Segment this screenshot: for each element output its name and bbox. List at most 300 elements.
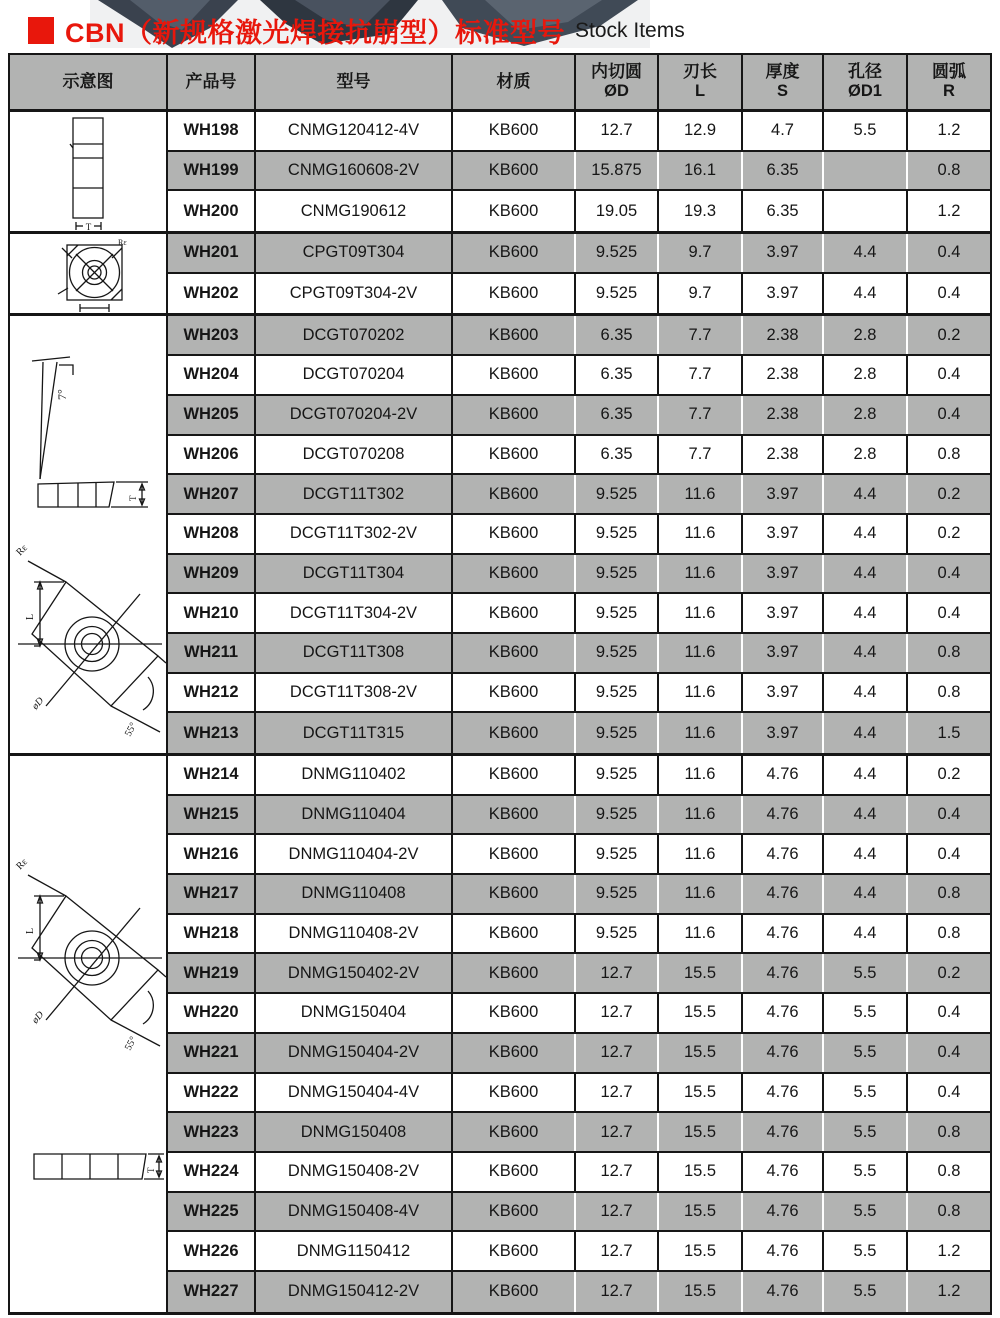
dim-label-re: Rε bbox=[118, 238, 127, 248]
cell-material: KB600 bbox=[453, 475, 576, 513]
cell-model: DNMG1150412 bbox=[256, 1232, 453, 1270]
cell-edge-length: 15.5 bbox=[659, 1153, 743, 1191]
cell-material: KB600 bbox=[453, 152, 576, 190]
cell-hole-diameter: 4.4 bbox=[824, 234, 908, 272]
cell-edge-length: 19.3 bbox=[659, 191, 743, 231]
cell-thickness: 4.76 bbox=[743, 1153, 824, 1191]
cell-thickness: 4.76 bbox=[743, 1074, 824, 1112]
cell-inscribed-circle: 12.7 bbox=[576, 1074, 659, 1112]
cell-material: KB600 bbox=[453, 112, 576, 150]
cell-product: WH208 bbox=[168, 515, 256, 553]
cell-edge-length: 11.6 bbox=[659, 713, 743, 753]
cell-corner-radius: 0.2 bbox=[908, 954, 990, 992]
cell-thickness: 3.97 bbox=[743, 274, 824, 314]
cell-material: KB600 bbox=[453, 1193, 576, 1231]
cell-edge-length: 11.6 bbox=[659, 835, 743, 873]
table-row bbox=[168, 713, 990, 753]
cell-inscribed-circle: 9.525 bbox=[576, 234, 659, 272]
cell-corner-radius: 0.8 bbox=[908, 152, 990, 190]
cell-corner-radius: 1.2 bbox=[937, 201, 961, 220]
table-row bbox=[168, 515, 990, 555]
cell-hole-diameter: 4.4 bbox=[824, 915, 908, 953]
cell-corner-radius: 1.2 bbox=[908, 1272, 990, 1312]
cell-material: KB600 bbox=[453, 191, 576, 231]
cell-inscribed-circle: 9.525 bbox=[576, 594, 659, 632]
cell-hole-diameter: 2.8 bbox=[824, 316, 908, 354]
cell-material: KB600 bbox=[453, 875, 576, 913]
cell-model: CNMG160608-2V bbox=[256, 152, 453, 190]
cell-thickness: 4.76 bbox=[743, 1272, 824, 1312]
cell-thickness: 2.38 bbox=[743, 396, 824, 434]
cell-edge-length: 11.6 bbox=[659, 555, 743, 593]
cell-product: WH220 bbox=[168, 994, 256, 1032]
cell-hole-diameter: 2.8 bbox=[824, 436, 908, 474]
table-row bbox=[168, 316, 990, 356]
cell-model: DNMG150402-2V bbox=[256, 954, 453, 992]
cell-corner-radius: 0.8 bbox=[908, 634, 990, 672]
insert-clearance-angle-diagram bbox=[10, 334, 168, 526]
table-row bbox=[168, 152, 990, 192]
cell-inscribed-circle: 9.525 bbox=[576, 796, 659, 834]
table-row bbox=[168, 1232, 990, 1272]
cell-corner-radius: 0.4 bbox=[937, 1003, 961, 1022]
cell-product: WH221 bbox=[168, 1034, 256, 1072]
table-row bbox=[168, 674, 990, 714]
table-row bbox=[168, 436, 990, 476]
table-header-row bbox=[10, 55, 990, 112]
dim-label-od: øD bbox=[29, 1009, 47, 1026]
cell-material: KB600 bbox=[453, 756, 576, 794]
table-row bbox=[168, 396, 990, 436]
cell-material: KB600 bbox=[453, 316, 576, 354]
cell-thickness: 2.38 bbox=[743, 436, 824, 474]
diagram-cell bbox=[10, 112, 168, 231]
table-row bbox=[168, 112, 990, 152]
cell-edge-length: 15.5 bbox=[659, 1034, 743, 1072]
cell-hole-diameter: 4.4 bbox=[824, 713, 908, 753]
insert-side-view-diagram bbox=[10, 112, 168, 234]
dim-label-55deg: 55° bbox=[122, 721, 140, 739]
insert-rhombus-55deg-diagram bbox=[10, 848, 168, 1060]
cell-inscribed-circle: 15.875 bbox=[576, 152, 659, 190]
cell-inscribed-circle: 12.7 bbox=[576, 1232, 659, 1270]
cell-edge-length: 11.6 bbox=[659, 796, 743, 834]
cell-model: DNMG110404 bbox=[256, 796, 453, 834]
cell-product: WH226 bbox=[168, 1232, 256, 1270]
cell-thickness: 4.7 bbox=[743, 112, 824, 150]
table-row bbox=[168, 1153, 990, 1193]
cell-model: DCGT11T315 bbox=[256, 713, 453, 753]
cell-edge-length: 11.6 bbox=[659, 515, 743, 553]
cell-material: KB600 bbox=[453, 1034, 576, 1072]
cell-inscribed-circle: 9.525 bbox=[576, 475, 659, 513]
cell-hole-diameter bbox=[824, 191, 908, 231]
cell-corner-radius: 0.4 bbox=[937, 844, 961, 863]
column-header-l: 刃长 L bbox=[659, 55, 743, 109]
cell-model: DCGT070204-2V bbox=[256, 396, 453, 434]
cell-edge-length: 11.6 bbox=[659, 634, 743, 672]
cell-material: KB600 bbox=[453, 274, 576, 314]
group-rows bbox=[168, 234, 990, 313]
insert-top-view-diagram bbox=[10, 234, 168, 314]
cell-edge-length: 12.9 bbox=[659, 112, 743, 150]
product-table bbox=[8, 53, 992, 1315]
cell-corner-radius: 0.2 bbox=[937, 765, 961, 784]
cell-edge-length: 9.7 bbox=[659, 274, 743, 314]
cell-product: WH222 bbox=[168, 1074, 256, 1112]
cell-thickness: 3.97 bbox=[743, 634, 824, 672]
cell-material: KB600 bbox=[453, 713, 576, 753]
cell-model: DNMG150404-4V bbox=[256, 1074, 453, 1112]
cell-model: CPGT09T304 bbox=[256, 234, 453, 272]
cell-thickness: 3.97 bbox=[743, 555, 824, 593]
cell-inscribed-circle: 9.525 bbox=[576, 835, 659, 873]
cell-thickness: 3.97 bbox=[743, 674, 824, 712]
group-rows bbox=[168, 316, 990, 753]
column-header-r: 圆弧 R bbox=[932, 61, 966, 101]
cell-hole-diameter: 4.4 bbox=[824, 515, 908, 553]
cell-material: KB600 bbox=[453, 1232, 576, 1270]
cell-model: DCGT070204 bbox=[256, 356, 453, 394]
cell-product: WH201 bbox=[168, 234, 256, 272]
table-row bbox=[168, 875, 990, 915]
cell-thickness: 2.38 bbox=[743, 316, 824, 354]
cell-product: WH200 bbox=[168, 191, 256, 231]
cell-material: KB600 bbox=[453, 1074, 576, 1112]
cell-inscribed-circle: 9.525 bbox=[576, 634, 659, 672]
cell-material: KB600 bbox=[453, 994, 576, 1032]
page-title-text: CBN（新规格激光焊接抗崩型）标准型号 bbox=[65, 18, 565, 48]
cell-corner-radius: 0.2 bbox=[908, 316, 990, 354]
diagram-cell bbox=[10, 234, 168, 313]
cell-thickness: 4.76 bbox=[743, 915, 824, 953]
table-body bbox=[10, 112, 990, 1312]
dim-label-l: L bbox=[25, 614, 36, 621]
cell-product: WH205 bbox=[168, 396, 256, 434]
cell-model: DNMG150408 bbox=[256, 1113, 453, 1151]
cell-material: KB600 bbox=[453, 594, 576, 632]
table-row bbox=[168, 954, 990, 994]
cell-edge-length: 15.5 bbox=[659, 1193, 743, 1231]
cell-model: DCGT11T308-2V bbox=[256, 674, 453, 712]
table-row bbox=[168, 1272, 990, 1312]
cell-product: WH203 bbox=[168, 316, 256, 354]
cell-thickness: 4.76 bbox=[743, 835, 824, 873]
cell-inscribed-circle: 9.525 bbox=[576, 674, 659, 712]
cell-thickness: 4.76 bbox=[743, 1232, 824, 1270]
cell-product: WH223 bbox=[168, 1113, 256, 1151]
cell-hole-diameter: 4.4 bbox=[824, 475, 908, 513]
table-row bbox=[168, 475, 990, 515]
cell-inscribed-circle: 12.7 bbox=[576, 954, 659, 992]
cell-thickness: 2.38 bbox=[743, 356, 824, 394]
table-row bbox=[168, 594, 990, 634]
cell-inscribed-circle: 6.35 bbox=[576, 316, 659, 354]
cell-material: KB600 bbox=[453, 1272, 576, 1312]
cell-edge-length: 7.7 bbox=[659, 316, 743, 354]
cell-model: DNMG110408 bbox=[256, 875, 453, 913]
cell-material: KB600 bbox=[453, 674, 576, 712]
cell-hole-diameter: 2.8 bbox=[824, 396, 908, 434]
cell-edge-length: 11.6 bbox=[659, 475, 743, 513]
table-row bbox=[168, 1074, 990, 1114]
cell-corner-radius: 0.4 bbox=[908, 396, 990, 434]
cell-edge-length: 11.6 bbox=[659, 756, 743, 794]
cell-product: WH224 bbox=[168, 1153, 256, 1191]
cell-inscribed-circle: 12.7 bbox=[576, 1113, 659, 1151]
cell-corner-radius: 0.4 bbox=[937, 603, 961, 622]
cell-hole-diameter: 5.5 bbox=[824, 1074, 908, 1112]
cell-corner-radius: 1.5 bbox=[908, 713, 990, 753]
cell-product: WH219 bbox=[168, 954, 256, 992]
cell-corner-radius: 0.8 bbox=[937, 1162, 961, 1181]
diagram-cell bbox=[10, 756, 168, 1312]
cell-product: WH210 bbox=[168, 594, 256, 632]
cell-hole-diameter: 4.4 bbox=[824, 835, 908, 873]
table-group bbox=[10, 112, 990, 234]
cell-hole-diameter: 4.4 bbox=[824, 875, 908, 913]
cell-inscribed-circle: 12.7 bbox=[576, 112, 659, 150]
cell-thickness: 4.76 bbox=[743, 994, 824, 1032]
cell-product: WH202 bbox=[168, 274, 256, 314]
cell-model: DCGT11T302-2V bbox=[256, 515, 453, 553]
table-row bbox=[168, 756, 990, 796]
cell-hole-diameter: 5.5 bbox=[824, 1113, 908, 1151]
table-row bbox=[168, 835, 990, 875]
cell-corner-radius: 0.4 bbox=[908, 555, 990, 593]
cell-inscribed-circle: 6.35 bbox=[576, 396, 659, 434]
cell-model: DNMG110404-2V bbox=[256, 835, 453, 873]
cell-material: KB600 bbox=[453, 555, 576, 593]
cell-inscribed-circle: 12.7 bbox=[576, 994, 659, 1032]
cell-edge-length: 11.6 bbox=[659, 674, 743, 712]
cell-product: WH216 bbox=[168, 835, 256, 873]
cell-material: KB600 bbox=[453, 436, 576, 474]
cell-corner-radius: 0.8 bbox=[908, 1113, 990, 1151]
cell-material: KB600 bbox=[453, 954, 576, 992]
cell-product: WH206 bbox=[168, 436, 256, 474]
cell-model: DNMG110408-2V bbox=[256, 915, 453, 953]
cell-material: KB600 bbox=[453, 515, 576, 553]
cell-hole-diameter: 5.5 bbox=[824, 112, 908, 150]
cell-edge-length: 15.5 bbox=[659, 1113, 743, 1151]
cell-inscribed-circle: 9.525 bbox=[576, 915, 659, 953]
group-rows bbox=[168, 756, 990, 1312]
cell-hole-diameter: 4.4 bbox=[824, 634, 908, 672]
dim-label-l: L bbox=[25, 927, 36, 934]
dim-label-re: Rε bbox=[14, 543, 30, 559]
cell-edge-length: 15.5 bbox=[659, 954, 743, 992]
cell-hole-diameter: 5.5 bbox=[824, 1272, 908, 1312]
cell-hole-diameter: 4.4 bbox=[824, 674, 908, 712]
cell-material: KB600 bbox=[453, 234, 576, 272]
cell-thickness: 4.76 bbox=[743, 1113, 824, 1151]
cell-model: DNMG150404 bbox=[256, 994, 453, 1032]
cell-edge-length: 9.7 bbox=[659, 234, 743, 272]
cell-thickness: 3.97 bbox=[743, 234, 824, 272]
cell-product: WH214 bbox=[168, 756, 256, 794]
insert-edge-strip-diagram bbox=[10, 1148, 168, 1188]
cell-hole-diameter bbox=[824, 152, 908, 190]
cell-thickness: 6.35 bbox=[743, 152, 824, 190]
cell-hole-diameter: 5.5 bbox=[824, 994, 908, 1032]
cell-edge-length: 15.5 bbox=[659, 1272, 743, 1312]
cell-material: KB600 bbox=[453, 634, 576, 672]
cell-model: DNMG110402 bbox=[256, 756, 453, 794]
cell-inscribed-circle: 9.525 bbox=[576, 713, 659, 753]
cell-edge-length: 11.6 bbox=[659, 915, 743, 953]
cell-corner-radius: 0.2 bbox=[908, 475, 990, 513]
cell-model: DNMG150404-2V bbox=[256, 1034, 453, 1072]
cell-thickness: 4.76 bbox=[743, 1193, 824, 1231]
cell-product: WH217 bbox=[168, 875, 256, 913]
cell-inscribed-circle: 19.05 bbox=[576, 191, 659, 231]
red-square-bullet-icon bbox=[28, 17, 54, 44]
column-header-s: 厚度 S bbox=[743, 55, 824, 109]
cell-thickness: 4.76 bbox=[743, 1034, 824, 1072]
cell-model: DCGT11T302 bbox=[256, 475, 453, 513]
cell-model: DNMG150412-2V bbox=[256, 1272, 453, 1312]
cell-model: DCGT11T308 bbox=[256, 634, 453, 672]
cell-edge-length: 15.5 bbox=[659, 1074, 743, 1112]
table-row bbox=[168, 1113, 990, 1153]
cell-inscribed-circle: 6.35 bbox=[576, 356, 659, 394]
cell-product: WH225 bbox=[168, 1193, 256, 1231]
cell-corner-radius: 0.8 bbox=[908, 1193, 990, 1231]
cell-hole-diameter: 5.5 bbox=[824, 1153, 908, 1191]
dim-label-t: T bbox=[128, 495, 138, 502]
cell-product: WH218 bbox=[168, 915, 256, 953]
cell-model: DCGT070202 bbox=[256, 316, 453, 354]
cell-thickness: 4.76 bbox=[743, 954, 824, 992]
group-rows bbox=[168, 112, 990, 231]
insert-rhombus-55deg-diagram bbox=[10, 534, 168, 746]
cell-corner-radius: 0.2 bbox=[937, 524, 961, 543]
cell-inscribed-circle: 9.525 bbox=[576, 555, 659, 593]
cell-inscribed-circle: 9.525 bbox=[576, 274, 659, 314]
cell-hole-diameter: 5.5 bbox=[824, 1232, 908, 1270]
dim-label-re: Rε bbox=[14, 856, 30, 873]
cell-hole-diameter: 5.5 bbox=[824, 1193, 908, 1231]
diagram-cell bbox=[10, 316, 168, 753]
cell-product: WH213 bbox=[168, 713, 256, 753]
dim-label-od: øD bbox=[29, 695, 47, 713]
table-row bbox=[168, 634, 990, 674]
dim-label-55deg: 55° bbox=[122, 1034, 140, 1053]
cell-inscribed-circle: 9.525 bbox=[576, 515, 659, 553]
column-header-d: 内切圆 ØD bbox=[576, 55, 659, 109]
cell-material: KB600 bbox=[453, 1153, 576, 1191]
cell-corner-radius: 0.4 bbox=[908, 796, 990, 834]
cell-thickness: 3.97 bbox=[743, 713, 824, 753]
cell-inscribed-circle: 12.7 bbox=[576, 1193, 659, 1231]
cell-model: CNMG190612 bbox=[256, 191, 453, 231]
column-header-model: 型号 bbox=[256, 55, 453, 109]
cell-hole-diameter: 4.4 bbox=[824, 594, 908, 632]
cell-material: KB600 bbox=[453, 1113, 576, 1151]
page-title-suffix: Stock Items bbox=[575, 18, 685, 42]
cell-hole-diameter: 4.4 bbox=[824, 555, 908, 593]
cell-edge-length: 11.6 bbox=[659, 875, 743, 913]
cell-inscribed-circle: 12.7 bbox=[576, 1153, 659, 1191]
cell-product: WH204 bbox=[168, 356, 256, 394]
page-title bbox=[28, 11, 685, 50]
column-header-dia: 示意图 bbox=[10, 55, 168, 109]
cell-edge-length: 15.5 bbox=[659, 1232, 743, 1270]
table-row bbox=[168, 555, 990, 595]
cell-model: DNMG150408-2V bbox=[256, 1153, 453, 1191]
column-header-d1: 孔径 ØD1 bbox=[824, 55, 908, 109]
table-row bbox=[168, 356, 990, 396]
cell-corner-radius: 0.8 bbox=[937, 682, 961, 701]
cell-hole-diameter: 4.4 bbox=[824, 274, 908, 314]
cell-model: DCGT11T304-2V bbox=[256, 594, 453, 632]
cell-model: DNMG150408-4V bbox=[256, 1193, 453, 1231]
table-group bbox=[10, 756, 990, 1312]
dim-label-t: T bbox=[85, 222, 92, 232]
cell-product: WH207 bbox=[168, 475, 256, 513]
cell-corner-radius: 1.2 bbox=[937, 1241, 961, 1260]
cell-thickness: 3.97 bbox=[743, 594, 824, 632]
cell-hole-diameter: 5.5 bbox=[824, 954, 908, 992]
cell-material: KB600 bbox=[453, 796, 576, 834]
cell-thickness: 6.35 bbox=[743, 191, 824, 231]
cell-corner-radius: 0.4 bbox=[908, 234, 990, 272]
cell-corner-radius: 0.4 bbox=[908, 1034, 990, 1072]
cell-material: KB600 bbox=[453, 356, 576, 394]
cell-material: KB600 bbox=[453, 915, 576, 953]
cell-corner-radius: 0.8 bbox=[937, 924, 961, 943]
cell-hole-diameter: 2.8 bbox=[824, 356, 908, 394]
cell-model: CPGT09T304-2V bbox=[256, 274, 453, 314]
cell-inscribed-circle: 9.525 bbox=[576, 756, 659, 794]
table-group bbox=[10, 234, 990, 316]
cell-model: DCGT11T304 bbox=[256, 555, 453, 593]
cell-edge-length: 16.1 bbox=[659, 152, 743, 190]
cell-thickness: 3.97 bbox=[743, 475, 824, 513]
table-row bbox=[168, 915, 990, 955]
table-row bbox=[168, 274, 990, 314]
cell-edge-length: 7.7 bbox=[659, 436, 743, 474]
cell-product: WH209 bbox=[168, 555, 256, 593]
cell-material: KB600 bbox=[453, 835, 576, 873]
cell-inscribed-circle: 12.7 bbox=[576, 1034, 659, 1072]
cell-inscribed-circle: 9.525 bbox=[576, 875, 659, 913]
cell-hole-diameter: 5.5 bbox=[824, 1034, 908, 1072]
cell-material: KB600 bbox=[453, 396, 576, 434]
table-row bbox=[168, 1193, 990, 1233]
cell-inscribed-circle: 12.7 bbox=[576, 1272, 659, 1312]
table-row bbox=[168, 1034, 990, 1074]
cell-hole-diameter: 4.4 bbox=[824, 756, 908, 794]
table-row bbox=[168, 191, 990, 231]
cell-edge-length: 15.5 bbox=[659, 994, 743, 1032]
cell-product: WH227 bbox=[168, 1272, 256, 1312]
cell-thickness: 4.76 bbox=[743, 796, 824, 834]
cell-thickness: 4.76 bbox=[743, 756, 824, 794]
cell-corner-radius: 0.4 bbox=[937, 284, 961, 303]
table-row bbox=[168, 796, 990, 836]
cell-edge-length: 11.6 bbox=[659, 594, 743, 632]
cell-thickness: 4.76 bbox=[743, 875, 824, 913]
cell-model: CNMG120412-4V bbox=[256, 112, 453, 150]
cell-corner-radius: 0.8 bbox=[937, 444, 961, 463]
table-row bbox=[168, 234, 990, 274]
cell-product: WH215 bbox=[168, 796, 256, 834]
column-header-prod: 产品号 bbox=[168, 55, 256, 109]
table-row bbox=[168, 994, 990, 1034]
cell-product: WH211 bbox=[168, 634, 256, 672]
